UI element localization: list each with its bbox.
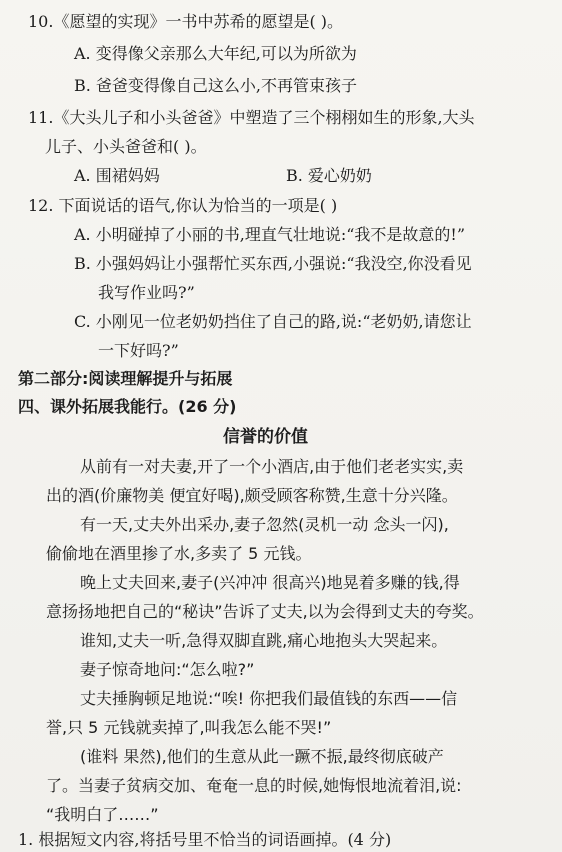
passage-line-13: “我明白了……” (46, 805, 159, 824)
passage-line-9: 丈夫捶胸顿足地说:“唉! 你把我们最值钱的东西——信 (80, 689, 458, 708)
q10-option-b: B. 爸爸变得像自己这么小,不再管束孩子 (74, 76, 358, 95)
passage-line-4: 偷偷地在酒里掺了水,多卖了 5 元钱。 (46, 544, 312, 563)
passage-line-10: 誉,只 5 元钱就卖掉了,叫我怎么能不哭!” (46, 718, 332, 737)
passage-line-8: 妻子惊奇地问:“怎么啦?” (80, 660, 255, 679)
q10-option-a: A. 变得像父亲那么大年纪,可以为所欲为 (74, 44, 357, 63)
q12-option-c-continued: 一下好吗?” (98, 341, 179, 360)
q11-stem-continued: 儿子、小头爸爸和( )。 (45, 137, 207, 156)
task-1-instruction: 1. 根据短文内容,将括号里不恰当的词语画掉。(4 分) (18, 830, 392, 849)
passage-title: 信誉的价值 (223, 427, 308, 447)
passage-line-12: 了。当妻子贫病交加、奄奄一息的时候,她悔恨地流着泪,说: (46, 776, 462, 795)
q12-option-b: B. 小强妈妈让小强帮忙买东西,小强说:“我没空,你没看见 (74, 254, 472, 273)
q12-option-c: C. 小刚见一位老奶奶挡住了自己的路,说:“老奶奶,请您让 (74, 312, 472, 331)
passage-line-3: 有一天,丈夫外出采办,妻子忽然(灵机一动 念头一闪), (80, 515, 449, 534)
part2-heading: 第二部分:阅读理解提升与拓展 (18, 369, 233, 388)
q12-stem: 12. 下面说话的语气,你认为恰当的一项是( ) (28, 196, 338, 215)
passage-line-6: 意扬扬地把自己的“秘诀”告诉了丈夫,以为会得到丈夫的夸奖。 (46, 602, 484, 621)
q12-option-b-continued: 我写作业吗?” (98, 283, 195, 302)
q11-option-a: A. 围裙妈妈 (74, 166, 160, 185)
q10-stem: 10.《愿望的实现》一书中苏希的愿望是( )。 (28, 12, 344, 31)
q11-option-b: B. 爱心奶奶 (286, 166, 372, 185)
passage-line-7: 谁知,丈夫一听,急得双脚直跳,痛心地抱头大哭起来。 (80, 631, 448, 650)
passage-line-11: (谁料 果然),他们的生意从此一蹶不振,最终彻底破产 (80, 747, 444, 766)
passage-line-5: 晚上丈夫回来,妻子(兴冲冲 很高兴)地晃着多赚的钱,得 (80, 573, 460, 592)
q11-stem: 11.《大头儿子和小头爸爸》中塑造了三个栩栩如生的形象,大头 (28, 108, 475, 127)
q12-option-a: A. 小明碰掉了小丽的书,理直气壮地说:“我不是故意的!” (74, 225, 465, 244)
passage-line-1: 从前有一对夫妻,开了一个小酒店,由于他们老老实实,卖 (80, 457, 464, 476)
section-four-heading: 四、课外拓展我能行。(26 分) (18, 397, 237, 416)
passage-line-2: 出的酒(价廉物美 便宜好喝),颇受顾客称赞,生意十分兴隆。 (46, 486, 458, 505)
